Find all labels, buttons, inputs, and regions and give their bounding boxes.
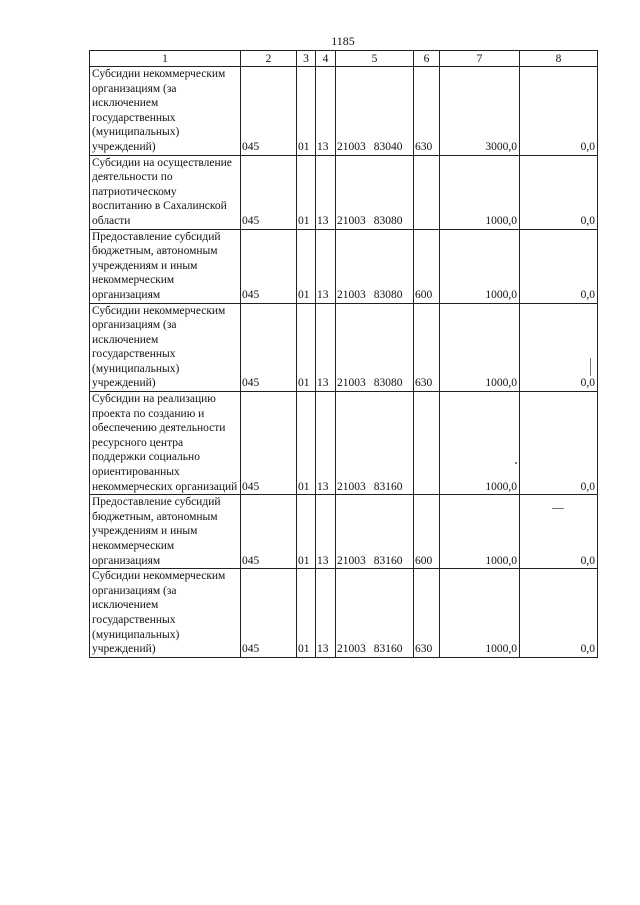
cell-amount: 1000,0: [440, 155, 520, 229]
cell-admin-code: 045: [241, 392, 297, 495]
column-header: 3: [297, 51, 316, 67]
cell-admin-code: 045: [241, 67, 297, 156]
column-header: 1: [90, 51, 241, 67]
cell-expense-type: [414, 392, 440, 495]
cell-amount: 1000,0: [440, 392, 520, 495]
row-name: Субсидии некоммерческим организациям (за исключением государственных (муниципальных) учреждений): [90, 67, 241, 156]
target-article-program: 21003: [337, 140, 366, 153]
target-article-direction: 83160: [373, 554, 403, 567]
cell-target-article: [336, 229, 414, 303]
row-name: Субсидии на реализацию проекта по созданию и обеспечению деятельности ресурсного центра поддержки социально ориентированных некоммерческих организаций: [90, 392, 241, 495]
cell-admin-code: 045: [241, 155, 297, 229]
row-name: Субсидии на осуществление деятельности по патриотическому воспитанию в Сахалинской области: [90, 155, 241, 229]
cell-target-article: [336, 392, 414, 495]
target-article-direction: 83160: [373, 643, 403, 656]
cell-expense-type: 630: [414, 569, 440, 658]
cell-section: 01: [297, 67, 316, 156]
column-header: 5: [336, 51, 414, 67]
cell-amount-2: 0,0: [520, 67, 598, 156]
scan-mark: [515, 462, 517, 464]
cell-expense-type: 630: [414, 67, 440, 156]
table-row: [90, 495, 598, 569]
target-article-program: 21003: [337, 214, 366, 227]
cell-subsection: 13: [316, 229, 336, 303]
table-row: [90, 303, 598, 392]
cell-amount: 1000,0: [440, 495, 520, 569]
cell-expense-type: 630: [414, 303, 440, 392]
cell-admin-code: 045: [241, 303, 297, 392]
target-article-direction: 83080: [373, 288, 403, 301]
target-article-program: 21003: [337, 643, 366, 656]
cell-expense-type: [414, 155, 440, 229]
cell-amount-2: 0,0: [520, 229, 598, 303]
row-name: Субсидии некоммерческим организациям (за исключением государственных (муниципальных) учреждений): [90, 569, 241, 658]
table-row: [90, 229, 598, 303]
cell-subsection: 13: [316, 569, 336, 658]
table-row: [90, 67, 598, 156]
cell-admin-code: 045: [241, 569, 297, 658]
target-article-direction: 83080: [373, 377, 403, 390]
header-row: [90, 51, 598, 67]
row-name: Предоставление субсидий бюджетным, автономным учреждениям и иным некоммерческим организациям: [90, 495, 241, 569]
page-number: 1185: [331, 34, 355, 48]
cell-amount-2: 0,0: [520, 303, 598, 392]
cell-section: 01: [297, 229, 316, 303]
cell-target-article: [336, 303, 414, 392]
scan-mark: [590, 358, 591, 376]
target-article-direction: 83080: [373, 214, 403, 227]
cell-target-article: [336, 495, 414, 569]
cell-amount-2: 0,0: [520, 569, 598, 658]
scan-mark: [552, 508, 564, 509]
cell-section: 01: [297, 155, 316, 229]
column-header: 8: [520, 51, 598, 67]
row-name: Предоставление субсидий бюджетным, автономным учреждениям и иным некоммерческим организациям: [90, 229, 241, 303]
column-header: 2: [241, 51, 297, 67]
cell-amount-2: 0,0: [520, 155, 598, 229]
cell-target-article: [336, 569, 414, 658]
cell-amount-2: 0,0: [520, 392, 598, 495]
table-row: [90, 392, 598, 495]
table-row: [90, 155, 598, 229]
cell-expense-type: 600: [414, 229, 440, 303]
target-article-program: 21003: [337, 554, 366, 567]
cell-section: 01: [297, 392, 316, 495]
cell-subsection: 13: [316, 67, 336, 156]
cell-section: 01: [297, 495, 316, 569]
cell-target-article: [336, 155, 414, 229]
table-row: [90, 569, 598, 658]
cell-section: 01: [297, 569, 316, 658]
cell-amount-2: 0,0: [520, 495, 598, 569]
column-header: 7: [440, 51, 520, 67]
cell-subsection: 13: [316, 303, 336, 392]
target-article-direction: 83160: [373, 480, 403, 493]
cell-expense-type: 600: [414, 495, 440, 569]
target-article-program: 21003: [337, 480, 366, 493]
row-name: Субсидии некоммерческим организациям (за исключением государственных (муниципальных) учреждений): [90, 303, 241, 392]
column-header: 4: [316, 51, 336, 67]
cell-subsection: 13: [316, 155, 336, 229]
cell-subsection: 13: [316, 495, 336, 569]
target-article-program: 21003: [337, 377, 366, 390]
target-article-direction: 83040: [373, 140, 403, 153]
cell-target-article: [336, 67, 414, 156]
column-header: 6: [414, 51, 440, 67]
cell-admin-code: 045: [241, 229, 297, 303]
budget-table: [89, 50, 598, 658]
cell-amount: 1000,0: [440, 229, 520, 303]
cell-subsection: 13: [316, 392, 336, 495]
cell-admin-code: 045: [241, 495, 297, 569]
target-article-program: 21003: [337, 288, 366, 301]
cell-amount: 3000,0: [440, 67, 520, 156]
cell-amount: 1000,0: [440, 569, 520, 658]
cell-section: 01: [297, 303, 316, 392]
cell-amount: 1000,0: [440, 303, 520, 392]
